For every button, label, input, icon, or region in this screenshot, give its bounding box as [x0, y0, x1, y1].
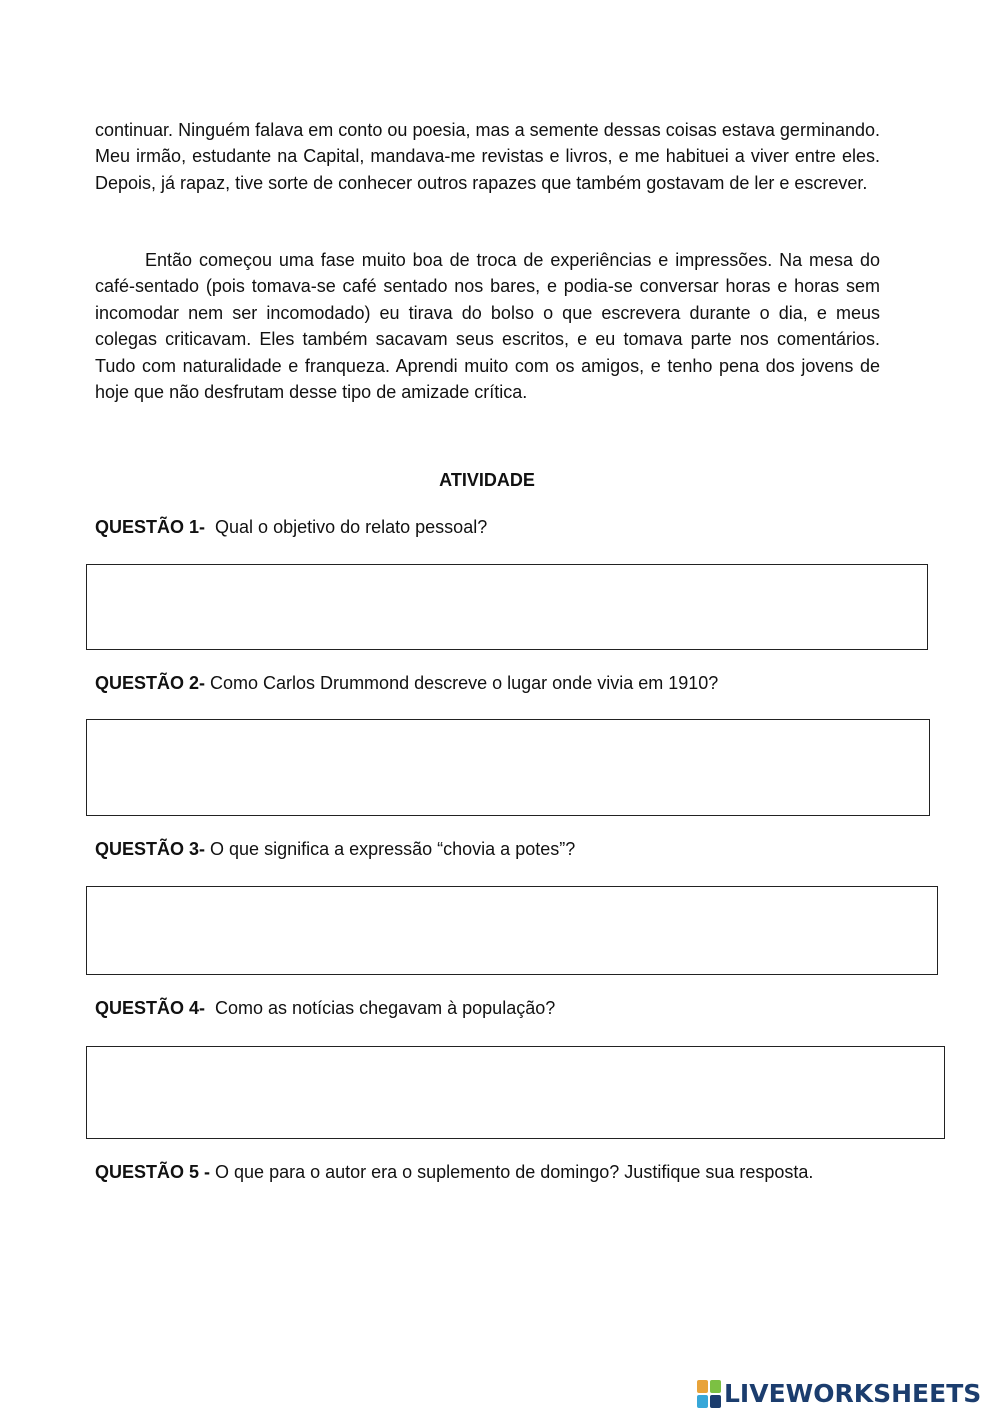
passage-paragraph-2: [95, 247, 880, 405]
question-5-text: O que para o autor era o suplemento de domingo? Justifique sua resposta.: [215, 1162, 814, 1182]
liveworksheets-logo-text: LIVEWORKSHEETS: [724, 1379, 982, 1408]
question-3-text: O que significa a expressão “chovia a potes”?: [210, 839, 576, 859]
question-1-text: Qual o objetivo do relato pessoal?: [215, 517, 488, 537]
question-2-text: Como Carlos Drummond descreve o lugar onde vivia em 1910?: [210, 673, 719, 693]
question-4-text: Como as notícias chegavam à população?: [215, 998, 556, 1018]
answer-box-3[interactable]: [86, 886, 938, 975]
activity-heading: ATIVIDADE: [439, 470, 535, 490]
question-2: [95, 673, 718, 694]
answer-box-2[interactable]: [86, 719, 930, 816]
logo-square-orange: [697, 1380, 708, 1393]
answer-box-1[interactable]: [86, 564, 928, 650]
question-3: [95, 839, 575, 860]
liveworksheets-logo-icon: [697, 1380, 721, 1408]
passage-paragraph-1: continuar. Ninguém falava em conto ou poesia, mas a semente dessas coisas estava germinando. Meu irmão, estudante na Capital, mandava-me revistas e livros, e me habituei a viver entre eles. Depois, já rapaz, tive sorte de conhecer outros rapazes que também gostavam de ler e escrever.: [95, 120, 880, 193]
question-5-label: QUESTÃO 5 -: [95, 1162, 211, 1182]
logo-square-green: [710, 1380, 721, 1393]
question-3-label: QUESTÃO 3-: [95, 839, 206, 859]
question-4-label: QUESTÃO 4-: [95, 998, 206, 1018]
logo-square-navy: [710, 1395, 721, 1408]
liveworksheets-logo: [697, 1378, 981, 1410]
passage-paragraph-2-text: Então começou uma fase muito boa de troca de experiências e impressões. Na mesa do café-sentado (pois tomava-se café sentado nos bares, e podia-se conversar horas e horas sem incomodar nem ser incomodado) eu tirava do bolso o que escrevera durante o dia, e meus colegas criticavam. Eles também sacavam seus escritos, e eu tomava parte nos comentários. Tudo com naturalidade e franqueza. Aprendi muito com os amigos, e tenho pena dos jovens de hoje que não desfrutam desse tipo de amizade crítica.: [95, 250, 880, 403]
question-5: [95, 1162, 813, 1183]
question-2-label: QUESTÃO 2-: [95, 673, 206, 693]
answer-box-4[interactable]: [86, 1046, 945, 1139]
question-1: [95, 517, 487, 538]
question-4: [95, 998, 555, 1019]
logo-square-blue: [697, 1395, 708, 1408]
question-1-label: QUESTÃO 1-: [95, 517, 206, 537]
